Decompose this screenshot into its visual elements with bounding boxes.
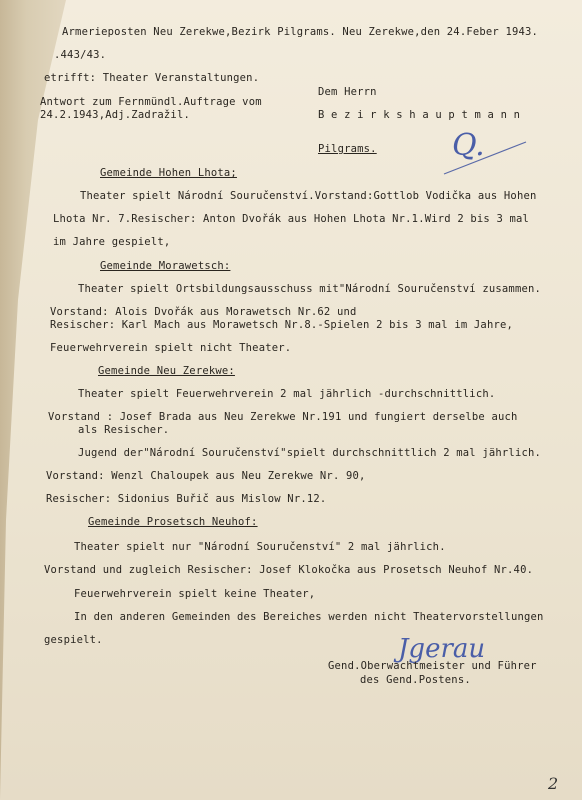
text-line: Resischer: Sidonius Buřič aus Mislow Nr.12. xyxy=(46,493,327,505)
reference-number: .443/43. xyxy=(54,49,107,61)
recipient-salutation: Dem Herrn xyxy=(318,86,377,98)
text-line: Lhota Nr. 7.Resischer: Anton Dvořák aus Hohen Lhota Nr.1.Wird 2 bis 3 mal xyxy=(53,213,530,225)
section-title-morawetsch: Gemeinde Morawetsch: xyxy=(100,260,231,272)
handwritten-signature: Jgerau xyxy=(398,634,486,664)
signature-title-2: des Gend.Postens. xyxy=(360,674,471,686)
reply-line-2: 24.2.1943,Adj.Zadražil. xyxy=(40,109,190,121)
text-line: Feuerwehrverein spielt keine Theater, xyxy=(74,588,316,600)
recipient-title: B e z i r k s h a u p t m a n n xyxy=(318,109,521,121)
pen-stroke xyxy=(440,140,530,180)
text-line: Vorstand: Wenzl Chaloupek aus Neu Zerekwe Nr. 90, xyxy=(46,470,366,482)
closing-line-1: In den anderen Gemeinden des Bereiches werden nicht Theatervorstellungen xyxy=(74,611,544,623)
text-line: Feuerwehrverein spielt nicht Theater. xyxy=(50,342,292,354)
text-line: Jugend der"Národní Souručenství"spielt durchschnittlich 2 mal jährlich. xyxy=(78,447,542,459)
text-line: Vorstand: Alois Dvořák aus Morawetsch Nr.62 und xyxy=(50,306,357,318)
text-line: Theater spielt Ortsbildungsausschuss mit"Národní Souručenství zusammen. xyxy=(78,283,542,295)
reply-line-1: Antwort zum Fernmündl.Auftrage vom xyxy=(40,96,262,108)
text-line: Vorstand : Josef Brada aus Neu Zerekwe Nr.191 und fungiert derselbe auch xyxy=(48,411,518,423)
handwritten-mark: Q. xyxy=(452,128,485,163)
page-number: 2 xyxy=(548,774,559,793)
text-line: als Resischer. xyxy=(78,424,170,436)
text-line: Resischer: Karl Mach aus Morawetsch Nr.8.-Spielen 2 bis 3 mal im Jahre, xyxy=(50,319,514,331)
subject-line: etrifft: Theater Veranstaltungen. xyxy=(44,72,260,84)
text-line: Theater spielt Feuerwehrverein 2 mal jährlich -durchschnittlich. xyxy=(78,388,496,400)
text-line: Theater spielt nur "Národní Souručenství" 2 mal jährlich. xyxy=(74,541,446,553)
header-line: Armerieposten Neu Zerekwe,Bezirk Pilgrams. Neu Zerekwe,den 24.Feber 1943. xyxy=(62,26,539,38)
section-title-neu-zerekwe: Gemeinde Neu Zerekwe: xyxy=(98,365,235,377)
text-line: im Jahre gespielt, xyxy=(53,236,171,248)
signature-title-1: Gend.Oberwachtmeister und Führer xyxy=(328,660,537,672)
recipient-city: Pilgrams. xyxy=(318,143,377,155)
text-line: Theater spielt Národní Souručenství.Vorstand:Gottlob Vodička aus Hohen xyxy=(80,190,537,202)
section-title-prosetsch-neuhof: Gemeinde Prosetsch Neuhof: xyxy=(88,516,258,528)
text-line: Vorstand und zugleich Resischer: Josef Klokočka aus Prosetsch Neuhof Nr.40. xyxy=(44,564,534,576)
closing-line-2: gespielt. xyxy=(44,634,103,646)
section-title-hohen-lhota: Gemeinde Hohen Lhota; xyxy=(100,167,237,179)
